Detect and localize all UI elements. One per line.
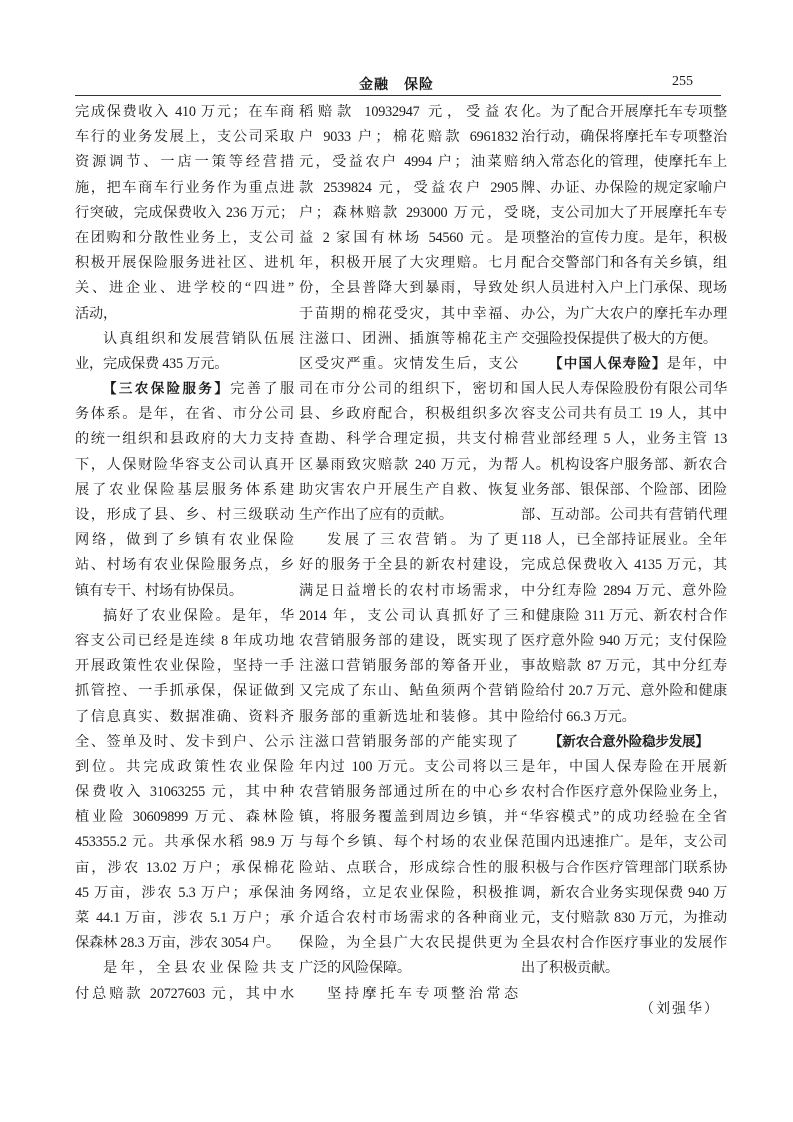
line-text: 农村合作医疗意外保险业务上， (521, 784, 727, 801)
text-line (75, 629, 294, 654)
text-line (75, 402, 294, 427)
text-line (299, 956, 518, 981)
text-line (299, 830, 518, 855)
text-column-2 (299, 100, 518, 1007)
line-text: 453355.2 元。共承保水稻 98.9 万 (75, 834, 294, 851)
text-line (75, 679, 294, 704)
line-text: 部、互动部。公司共有营销代理 (521, 507, 727, 523)
text-line (521, 906, 727, 931)
text-line (75, 780, 294, 805)
line-text: 织人员进村入户上门承保、现场 (521, 280, 727, 297)
text-line (521, 427, 727, 452)
text-line (75, 705, 294, 730)
text-line (521, 705, 727, 730)
line-text: 认真组织和发展营销队伍展 (103, 330, 294, 347)
text-line (299, 276, 518, 301)
line-text: 镇有专干、村场有协保员。 (75, 582, 243, 599)
line-text: 保险，为全县广大农民提供更为 (299, 935, 518, 952)
text-line (299, 327, 518, 352)
text-line (299, 654, 518, 679)
text-line (521, 453, 727, 478)
line-text: 晓，支公司加大了开展摩托车专 (521, 204, 727, 221)
line-text: 镇，将服务覆盖到周边乡镇，并 (299, 809, 518, 826)
line-text: 纳入常态化的管理，使摩托车上 (521, 154, 727, 171)
line-text: 营业部经理 5 人，业务主管 13 (521, 431, 727, 448)
text-line (299, 427, 518, 452)
text-line (299, 856, 518, 881)
line-text: 118 人，已全部持证展业。全年 (521, 532, 727, 549)
line-text: 全、签单及时、发卡到户、公示 (75, 733, 294, 750)
text-line (75, 553, 294, 578)
line-text: 助灾害农户开展生产自救、恢复 (299, 481, 518, 498)
text-line (299, 881, 518, 906)
text-line (299, 579, 518, 604)
text-line (299, 150, 518, 175)
text-line (75, 654, 294, 679)
text-line (75, 931, 294, 956)
text-line (75, 176, 294, 201)
header-rule (75, 95, 721, 96)
text-line (299, 780, 518, 805)
line-text: 注滋口、团洲、插旗等棉花主产 (299, 330, 518, 347)
line-text: 坚持摩托车专项整治常态 (327, 985, 518, 1002)
line-text: 搞好了农业保险。是年，华 (103, 607, 294, 624)
line-text: 在团购和分散性业务上，支公司 (75, 229, 294, 246)
line-text: 完成总保费收入 4135 万元，其 (521, 557, 727, 574)
line-text: 容支公司共有员工 19 人，其中 (521, 406, 727, 423)
line-text: 车行的业务发展上，支公司采取 (75, 129, 294, 146)
text-line (299, 478, 518, 503)
line-text: 项整治的宣传力度。是年，积极 (521, 229, 727, 246)
text-line (75, 276, 294, 301)
text-line (299, 100, 518, 125)
line-text: 查勘、科学合理定损，共支付棉 (299, 431, 518, 448)
text-line (521, 604, 727, 629)
text-line (521, 629, 727, 654)
text-line (299, 302, 518, 327)
text-line (521, 856, 727, 881)
line-text: 保费收入 31063255 元，其中种 (75, 784, 294, 801)
line-text: 全县农村合作医疗事业的发展作 (521, 935, 727, 952)
text-line (75, 150, 294, 175)
text-line (75, 982, 294, 1007)
line-text: 中分红寿险 2894 万元、意外险 (521, 582, 727, 599)
text-line (521, 931, 727, 956)
text-line (521, 377, 727, 402)
text-line (75, 201, 294, 226)
line-text: 亩，涉农 13.02 万户；承保棉花 (75, 859, 294, 876)
line-text: 范围内迅速推广。是年，支公司 (521, 834, 727, 851)
line-text: 区暴雨致灾赔款 240 万元，为帮 (299, 456, 518, 473)
text-line (75, 503, 294, 528)
line-text: 45 万亩，涉农 5.3 万户；承保油 (75, 884, 294, 901)
text-line (521, 276, 727, 301)
line-text: 是年，中国人保寿险在开展新 (521, 758, 727, 775)
text-line (75, 906, 294, 931)
text-line (75, 956, 294, 981)
text-line (521, 352, 727, 377)
line-text: 2014 年，支公司认真抓好了三 (299, 607, 518, 624)
text-line (75, 856, 294, 881)
line-text: 的统一组织和县政府的大力支持 (75, 431, 294, 448)
text-line (299, 906, 518, 931)
line-text: 出了积极贡献。 (521, 960, 619, 977)
text-line (521, 679, 727, 704)
line-text: 到位。共完成政策性农业保险 (75, 758, 294, 775)
line-text: 区受灾严重。灾情发生后，支公 (299, 355, 518, 372)
text-line (75, 100, 294, 125)
line-text: 户；森林赔款 293000 万元，受 (299, 204, 518, 221)
text-line (75, 352, 294, 377)
line-text: 下，人保财险华容支公司认真开 (75, 456, 294, 473)
text-line (299, 528, 518, 553)
text-line (299, 730, 518, 755)
text-line (299, 201, 518, 226)
line-text: 满足日益增长的农村市场需求， (299, 582, 518, 599)
line-text: 交强险投保提供了极大的方便。 (521, 330, 717, 347)
line-text: 治行动，确保将摩托车专项整治 (521, 129, 727, 146)
text-line (299, 176, 518, 201)
line-text: 服务部的重新选址和装修。其中 (299, 708, 518, 725)
line-text: 注滋口营销服务部的产能实现了 (299, 733, 518, 750)
text-line (299, 352, 518, 377)
line-text: 年内过 100 万元。支公司将以三 (299, 758, 518, 775)
text-line (75, 453, 294, 478)
line-text: 是年，中 (666, 355, 727, 372)
text-line (299, 679, 518, 704)
text-line (75, 478, 294, 503)
line-text: 务网络，立足农业保险，积极推 (299, 884, 518, 901)
text-line (75, 579, 294, 604)
line-text: 益 2 家国有林场 54560 元。是 (299, 229, 518, 246)
line-text: 是年，全县农业保险共支 (103, 960, 294, 977)
text-line (299, 931, 518, 956)
text-line (521, 201, 727, 226)
text-line (521, 805, 727, 830)
line-text: 务体系。是年，在省、市分公司 (75, 406, 294, 423)
line-text: 介适合农村市场需求的各种商业 (299, 910, 518, 926)
line-text: 容支公司已经是连续 8 年成功地 (75, 632, 294, 649)
line-text: 好的服务于全县的新农村建设， (299, 557, 518, 574)
text-line (75, 604, 294, 629)
line-text: 生产作出了应有的贡献。 (299, 507, 453, 523)
line-text: 险给付 66.3 万元。 (521, 708, 636, 725)
running-header-title: 金融 保险 (359, 77, 434, 93)
text-line (75, 805, 294, 830)
text-line (75, 327, 294, 352)
line-text: 元，受益农户 4994 户；油菜赔 (299, 154, 518, 171)
section-heading: 【新农合意外险稳步发展】 (549, 733, 709, 750)
line-text: 广泛的风险保障。 (299, 960, 411, 977)
text-line (521, 125, 727, 150)
text-line (521, 402, 727, 427)
line-text: 了信息真实、数据准确、资料齐 (75, 708, 294, 725)
text-line (299, 503, 518, 528)
line-text: 活动， (75, 305, 117, 322)
line-text: 人。机构设客户服务部、新农合 (521, 456, 727, 473)
line-text: 付总赔款 20727603 元，其中水 (75, 985, 294, 1002)
line-text: 业务部、银保部、个险部、团险 (521, 481, 727, 498)
text-line (299, 453, 518, 478)
line-text: 化。为了配合开展摩托车专项整 (521, 104, 727, 120)
line-text: 国人民人寿保险股份有限公司华 (521, 381, 727, 398)
line-text: 农营销服务部的建设，既实现了 (299, 632, 518, 649)
line-text: 积极开展保险服务进社区、进机 (75, 255, 294, 272)
text-line (299, 553, 518, 578)
line-text: 牌、办证、办保险的规定家喻户 (521, 179, 727, 196)
line-text: 网络，做到了乡镇有农业保险 (75, 532, 294, 549)
text-line (521, 478, 727, 503)
line-text: 户 9033 户；棉花赔款 6961832 (299, 129, 518, 146)
text-line (521, 100, 727, 125)
line-text: 保森林 28.3 万亩，涉农 3054 户。 (75, 935, 280, 952)
text-line (75, 755, 294, 780)
text-line (521, 251, 727, 276)
section-heading: 【三农保险服务】 (103, 381, 231, 398)
line-text: 县、乡政府配合，积极组织多次 (299, 406, 518, 423)
line-text: 稻赔款 10932947 元，受益农 (299, 104, 518, 120)
text-line (299, 251, 518, 276)
text-line (75, 226, 294, 251)
line-text: 农营销服务部通过所在的中心乡 (299, 784, 518, 801)
line-text: 发展了三农营销。为了更 (327, 532, 518, 549)
text-line (521, 302, 727, 327)
line-text: 调，新农合业务实现保费 940 万 (521, 884, 727, 901)
text-line (75, 830, 294, 855)
text-line (299, 226, 518, 251)
line-text: 完成保费收入 410 万元；在车商 (75, 104, 294, 120)
text-line (75, 881, 294, 906)
text-line (521, 327, 727, 352)
line-text: 于苗期的棉花受灾，其中幸福、 (299, 305, 518, 322)
text-line (299, 705, 518, 730)
line-text: 元，支付赔款 830 万元，为推动 (521, 910, 727, 926)
text-line (521, 528, 727, 553)
line-text: 年，积极开展了大灾理赔。七月 (299, 255, 518, 272)
line-text: 注滋口营销服务部的筹备开业， (299, 658, 518, 675)
line-text: 办公，为广大农户的摩托车办理 (521, 305, 727, 322)
text-line (75, 528, 294, 553)
line-text: 事故赔款 87 万元，其中分红寿 (521, 658, 727, 675)
text-line (75, 302, 294, 327)
text-line (299, 402, 518, 427)
text-column-3 (521, 100, 727, 982)
line-text: 司在市分公司的组织下，密切和 (299, 381, 518, 398)
text-line (75, 377, 294, 402)
text-line (299, 125, 518, 150)
text-line (299, 982, 518, 1007)
text-line (299, 805, 518, 830)
text-line (521, 150, 727, 175)
line-text: 菜 44.1 万亩，涉农 5.1 万户；承 (75, 910, 294, 926)
page-number: 255 (672, 74, 693, 89)
line-text: 完善了服 (230, 381, 294, 398)
text-line (521, 730, 727, 755)
author-signature: （刘强华） (640, 1002, 720, 1017)
line-text: 与每个乡镇、每个村场的农业保 (299, 834, 518, 851)
text-line (75, 251, 294, 276)
text-line (521, 579, 727, 604)
text-line (75, 427, 294, 452)
line-text: 设，形成了县、乡、村三级联动 (75, 507, 294, 523)
text-line (75, 730, 294, 755)
text-line (521, 654, 727, 679)
section-heading: 【中国人保寿险】 (549, 355, 667, 372)
line-text: 关、进企业、进学校的“四进” (75, 280, 294, 297)
text-line (521, 176, 727, 201)
line-text: 医疗意外险 940 万元；支付保险 (521, 632, 727, 649)
text-line (299, 755, 518, 780)
text-line (521, 226, 727, 251)
line-text: 抓管控、一手抓承保，保证做到 (75, 683, 294, 700)
text-line (521, 956, 727, 981)
text-line (521, 755, 727, 780)
text-line (299, 604, 518, 629)
line-text: 业，完成保费 435 万元。 (75, 355, 229, 372)
line-text: 款 2539824 元，受益农户 2905 (299, 179, 518, 196)
line-text: 施，把车商车行业务作为重点进 (75, 179, 294, 196)
text-line (521, 780, 727, 805)
line-text: 植业险 30609899 万元、森林险 (75, 809, 294, 826)
text-line (521, 553, 727, 578)
text-column-1 (75, 100, 294, 1007)
line-text: 又完成了东山、鲇鱼须两个营销 (299, 683, 518, 700)
text-line (521, 503, 727, 528)
text-line (521, 881, 727, 906)
line-text: 份，全县普降大到暴雨，导致处 (299, 280, 518, 297)
line-text: 配合交警部门和各有关乡镇，组 (521, 255, 727, 272)
line-text: 展了农业保险基层服务体系建 (75, 481, 294, 498)
line-text: 险站、点联合，形成综合性的服 (299, 859, 518, 876)
line-text: 资源调节、一店一策等经营措 (75, 154, 294, 171)
text-line (75, 125, 294, 150)
line-text: “华容模式”的成功经验在全省 (521, 809, 727, 826)
line-text: 行突破，完成保费收入 236 万元； (75, 204, 294, 221)
line-text: 险给付 20.7 万元、意外险和健康 (521, 683, 727, 700)
text-line (521, 830, 727, 855)
line-text: 站、村场有农业保险服务点，乡 (75, 557, 294, 574)
text-line (299, 629, 518, 654)
text-line (299, 377, 518, 402)
line-text: 积极与合作医疗管理部门联系协 (521, 859, 727, 876)
line-text: 和健康险 311 万元、新农村合作 (521, 607, 727, 624)
line-text: 开展政策性农业保险，坚持一手 (75, 658, 294, 675)
